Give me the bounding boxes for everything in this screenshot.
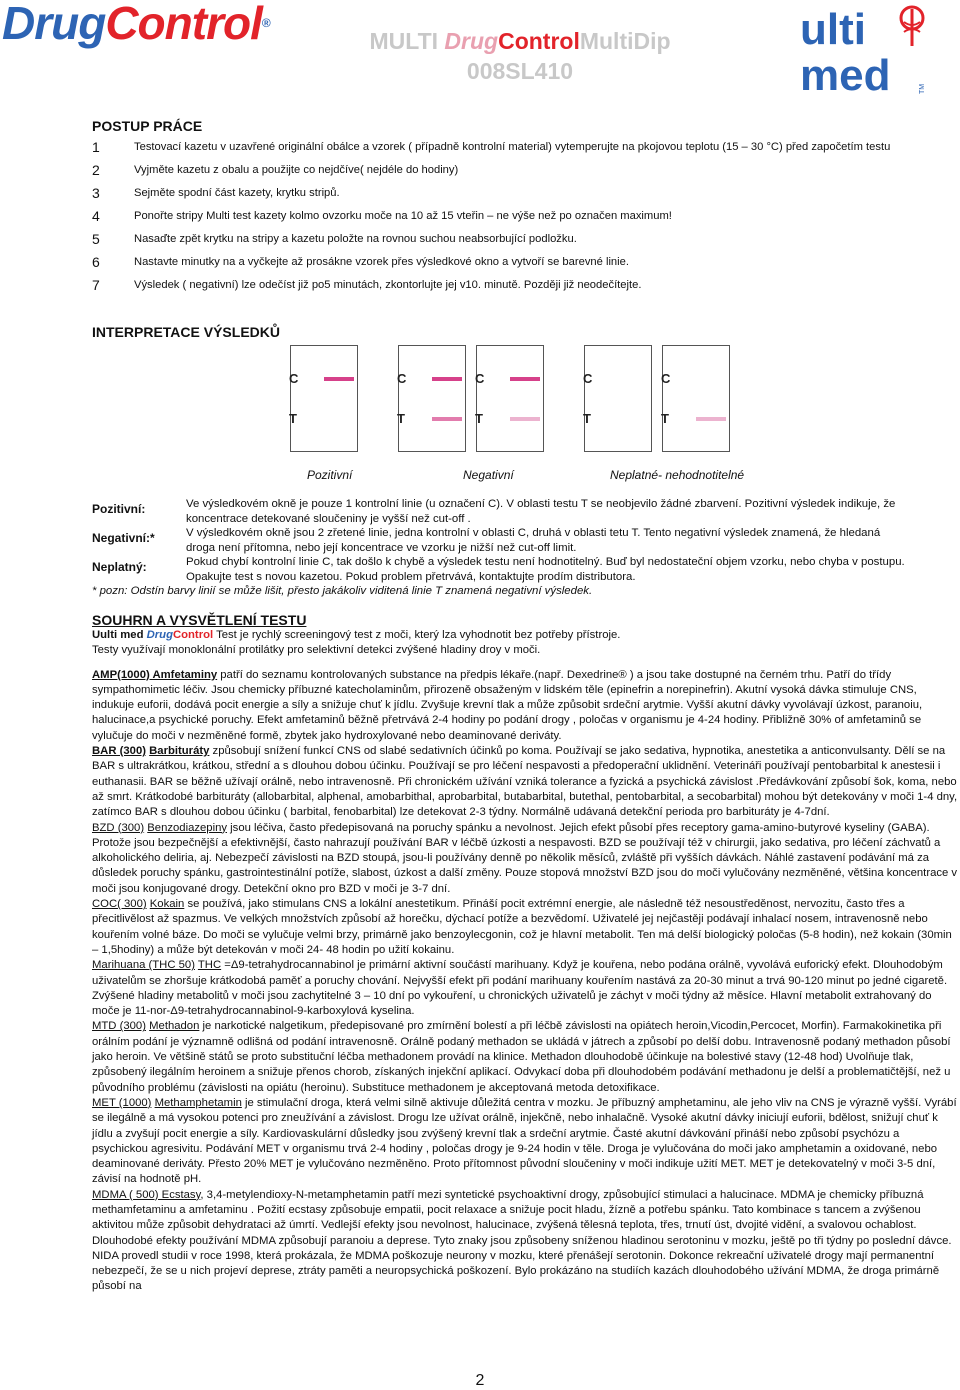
procedure-steps — [92, 140, 912, 301]
logo-text-drug: Drug — [2, 0, 106, 49]
bzd-heading2: Benzodiazepiny — [147, 821, 228, 834]
mtd-text: je narkotické nalgetikum, předepisované pro zmírnění bolestí a při léčbě závislosti na opiátech heroin,Vicodin,Percocet, Morfin). Farmakokinetika při orálním podání je významně odlišná od podání intravenosně. Orálně podaný methadon se ukládá v játrech a způsobí po delší dobu. Intravenosně podaný methadon působí jako heroin. Ve většině států se proto substituční léčba methadonem provádí na klinice. Methadon dlouhodobě účinkuje na bolestivé stavy (12-48 hod) Uvolňuje tlak, způsobený ilegálním heroinem a snižuje přenos chorob, získaných injekční aplikací. Odvykací doba při dlouhodobém podávání methadonu je delší a problematičtější, než u původního problému (závislosti na opiátu (heroinu). Substituce methadonem je akceptovaná metoda detoxifikace. — [92, 1020, 951, 1094]
strip-negative-1 — [398, 345, 466, 452]
procedure-title: POSTUP PRÁCE — [92, 118, 203, 134]
def-text-negative: V výsledkovém okně jsou 2 zřetené linie, jedna kontrolní v oblasti C, druhá v oblasti tetu T. Tento negativní výsledek znamená, že hledaná droga není přítomna, nebo její koncentrace ve vzorku je nižší než cut-off limit. — [186, 527, 881, 554]
step-text: Ponořte stripy Multi test kazety kolmo ovzorku moče na 10 až 15 vteřin – ne výše než po označen maximum! — [134, 210, 672, 222]
mdma-text: , 3,4-metylendioxy-N-metamphetamin patří mezi syntetické psychoaktivní drogy, způsobující stimulaci a halucinace. MDMA je chemicky příbuzná methamfetaminu a amfetaminu . Požití ecstasy způsobuje empatii, pocit relaxace a snižuje pocit hladu, žízně a potřebu spánku. Tato kombinace s tancem a zvýšenou aktivitou může způsobit dehydrataci až úmrtí. Vedlejší efekty jsou nevolnost, halucinace, zvýšená tělesná teplota, třes, trnutí úst, dvojité vidění, a svalovou ochablost. Dlouhodobé efekty používání MDMA způsobují paranoiu a deprese. Tyto znaky jsou způsobeny sníženou hladinou serotoninu v mozku, ještě po tři týdny po poslední dávce. NIDA provedl studii v roce 1998, která prokázala, že MDMA poškozuje neurony v mozku, které přenášejí serotonin. Dokonce rekreační uživatelé drogy mají permanentní nebezpečí, že se u nich projeví deprese, ztráty paměti a neuropsychická poškození. Bylo prokázáno na studiích kazách dlouhodobého užívání MDMA, že droga primárně působí na — [92, 1188, 952, 1293]
test-line-faint — [696, 417, 726, 421]
test-line — [432, 417, 462, 421]
step-7 — [92, 278, 912, 293]
def-text-positive: Ve výsledkovém okně je pouze 1 kontrolní linie (u označení C). V oblasti testu T se neobjevilo žádné zbarvení. Pozitivní výsledek indikuje, že koncentrace detekované sloučeniny je vyšší než cut-off . — [186, 498, 896, 525]
bar-text: způsobují snížení funkcí CNS od slabé sedativních účinků po koma. Používají se jako sedativa, hypnotika, anestetika a anticonvulsanty. Dělí se na BAR s ultrakrátkou, krátkou, střední a s dlouhou dobou účinku. Používají se pro léčení nespavosti a předoperační uklidnění. Veterináři používají pentobarbital k anestesii i euthanasii. BAR se běžně užívají orálně, nebo intravenosně. Při chronickém užívání vzniká tolerance a fyzická a psychická závislost .Předávkování způsobí šok, koma, nebo až smrt. Krátkodobé barbituráty (allobarbital, alphenal, amobarbithal, aprobarbital, butabarbital, butethal, pentobarbital, a secobarbital) mohou být detekovány v moči 1-4 dny, zatímco BAR s dlouhou dobou účinku ( barbital, fenobarbital) lze detekovat 2-3 týdny. Normálně udávaná detekční perioda pro barbituráty je 4-7dní. — [92, 745, 958, 819]
coc-heading: COC( 300) — [92, 898, 147, 911]
summary-intro — [92, 628, 958, 643]
met-heading2: Methamphetamin — [154, 1096, 242, 1109]
strip-label-c: C — [583, 371, 593, 386]
spacer — [92, 659, 958, 668]
strip-label-c: C — [289, 371, 299, 386]
logo-ulti-text: ulti — [800, 5, 866, 54]
def-label-negative: Negativní:* — [92, 531, 155, 545]
caduceus-icon — [901, 7, 923, 46]
drugcontrol-logo — [2, 0, 270, 49]
mtd-paragraph — [92, 1019, 958, 1095]
amp-heading: AMP(1000) Amfetaminy — [92, 668, 218, 681]
summary-intro2: Testy využívají monoklonální protilátky pro selektivní detekci zvýšené hladiny droy v moči. — [92, 644, 541, 657]
bar-paragraph — [92, 744, 958, 820]
step-text: Vyjměte kazetu z obalu a použijte co nejdčíve( nejdéle do hodiny) — [134, 164, 459, 176]
product-title — [350, 26, 690, 86]
step-number: 2 — [92, 162, 100, 178]
summary-title: SOUHRN A VYSVĚTLENÍ TESTU — [92, 612, 307, 628]
thc-heading2: THC — [197, 959, 222, 972]
coc-heading2: Kokain — [149, 898, 185, 911]
mdma-heading: MDMA ( 500) Ecstasy — [92, 1188, 201, 1201]
step-number: 7 — [92, 277, 100, 293]
bar-heading2: Barbituráty — [149, 745, 210, 758]
coc-text: se používá, jako stimulans CNS a lokální anestetikum. Přináší pocit extrémní energie, ale následně též nesoustředěnost, nervozitu, často třes a přecitlivělost až spazmus. Ve velkých množstvích způsobí až horečku, dýchací potíže a bezvědomí. Uživatelé jej nejčastěji podávají inhalací nosem, intravenosně nebo kouřením volné báze. Do moči se vylučuje velmi brzy, primárně jako benzoylecgonin, což je hlavní metabolit. Ten má delší biologický poločas (5-8 hodin), než kokain (30min – 1,5hodiny) a může být detekován v moči 24- 48 hodin po užití kokainu. — [92, 898, 952, 956]
registered-mark: ® — [261, 16, 270, 30]
step-6 — [92, 255, 912, 270]
intro-suffix: Test je rychlý screeningový test z moči, který lza vyhodnotit bez potřeby přístroje. — [213, 629, 621, 641]
coc-paragraph — [92, 897, 958, 958]
interpretation-title: INTERPRETACE VÝSLEDKŮ — [92, 324, 280, 340]
strip-invalid-1 — [584, 345, 652, 452]
strip-positive — [290, 345, 358, 452]
step-text: Výsledek ( negativní) lze odečíst již po5 minutách, zkontorlujte jej v10. minutě. Později již neodečítejte. — [134, 279, 642, 291]
strip-invalid-2 — [662, 345, 730, 452]
step-number: 1 — [92, 139, 100, 155]
thc-heading: Marihuana (THC 50) — [92, 959, 195, 972]
strip-label-t: T — [475, 411, 483, 426]
step-3 — [92, 186, 912, 201]
caption-invalid: Neplatné- nehodnotitelné — [610, 468, 745, 482]
logo-tm: TM — [919, 83, 926, 94]
amp-text: patří do seznamu kontrolovaných substance na předpis lékaře.(např. Dexedrine® ) a jsou take dostupné na černém trhu. Patří do třídy sympathomimetic léčiv. Jsou chemicky příbuzné katecholaminům, přirozeně obsaženým v lidském těle (epinefrin a norepinefrin). Akutní vysoká dávka stimuluje CNS, indukuje euforii, dodává pocit energie a síly a snižuje chuť k jídlu. Zvyšuje krevní tlak a může způsobit srdeční arytmie. Vyšší akutní dávky vyvolávají úzkost, paranoiu, halucinace,a psychické poruchy. Efekt amfetaminů běžně přetrvává 2-4 hodiny po podání drogy , poločas v organismu je 4-24 hodiny. Přibližně 30% of amfetaminů se vylučuje do moči v nezměněné formě, zbytek jako hydroxylované nebo deaminované deriváty. — [92, 668, 923, 742]
mtd-heading2: Methadon — [149, 1020, 200, 1033]
control-line — [324, 377, 354, 381]
bzd-text: jsou léčiva, často předepisovaná na poruchy spánku a nevolnost. Jejich efekt působí přes receptory gama-amino-butyrové kyseliny (GABA). Protože jsou bezpečnější a efektivnější, často nahrazují používání BAR v léčbě úzkosti a nespavosti. BZD se používají též v chirurgii, jako sedativa, pro léčení záchvatů a alkoholického deliria, aj. Nebezpečí závislosti na BZD stoupá, jsou-li používány denně po několik měsíců, zvláště při vyšších dávkách. Náhlé zastavení podávání má za důsledek poruchy spánku, gastrointestinální potíže, slabost, úzkost a další změny. Pouze stopová množství BZD jsou do moči vylučovány nezměněné, většina koncentrace v moči jsou konjugované drogy. Detekční okno pro BZD v moči je 3-7 dní. — [92, 821, 958, 895]
ultimed-logo — [800, 4, 932, 96]
logo-text-control: Control — [105, 0, 262, 49]
step-text: Nasaďte zpět krytku na stripy a kazetu položte na rovnou suchou neabsorbující podložku. — [134, 233, 577, 245]
step-text: Sejměte spodní část kazety, krytku stripů. — [134, 187, 340, 199]
strip-negative-2 — [476, 345, 544, 452]
product-code: 008SL410 — [466, 58, 574, 84]
summary-body — [92, 628, 958, 1295]
step-text: Nastavte minutky na a vyčkejte až prosákne vzorek přes výsledkové okno a vytvoří se barevné linie. — [134, 256, 629, 268]
strip-label-t: T — [583, 411, 591, 426]
step-number: 3 — [92, 185, 100, 201]
page-number: 2 — [475, 1372, 485, 1389]
bzd-paragraph — [92, 821, 958, 897]
step-1 — [92, 140, 912, 155]
def-label-positive: Pozitivní: — [92, 502, 146, 516]
def-text-invalid: Pokud chybí kontrolní linie C, tak došlo k chybě a výsledek testu není hodnotitelný. Buď byl nedostateční objem vzorku, nebo chyba v postupu. Opakujte test s novou kazetou. Pokud problem přetrvává, kontaktujte prodím distributora. — [186, 556, 905, 583]
step-4 — [92, 209, 912, 224]
logo-med-text: med — [800, 51, 891, 96]
strip-label-t: T — [289, 411, 297, 426]
strip-label-t: T — [661, 411, 669, 426]
step-2 — [92, 163, 912, 178]
strip-label-c: C — [475, 371, 485, 386]
strip-label-c: C — [661, 371, 671, 386]
caption-positive: Pozitivní — [307, 468, 353, 482]
thc-text: =Δ9-tetrahydrocannabinol je primární aktivní součástí marihuany. Když je kouřena, nebo podána orálně, vyvolává euforický efekt. Dlouhodobým uživatelům se zhoršuje krátkodobá paměť a poruchy chování. Nejvyšší efekt při podání marihuany kouřením nastává za 20-30 minut a trvá 90-120 minut po jedné cigaretě. Zvýšené hladiny metabolitů v moči jsou zachytitelné 3 – 10 dní po vykouření, u chronických uživatelů je záchyt v moči týdny až měsíce. Hlavní metabolit extrahovaný do moče je 11-nor-Δ9-tetrahydrocannabinol-9-karboxylová kyselina. — [92, 959, 948, 1018]
caption-negative: Negativní — [463, 468, 514, 482]
step-5 — [92, 232, 912, 247]
def-label-invalid: Neplatný: — [92, 560, 147, 574]
met-text: je stimulační droga, která velmi silně aktivuje důležitá centra v mozku. Je příbuzný amphetaminu, ale jeho vliv na CNS je výrazně vyšší. Vyrábí se ilegálně a má vysokou potenci pro zneužívání a závislost. Drogu lze užívat orálně, injekčně, nebo inhalačně. Vysoké akutní dávky iniciují euforii, bdělost, snižují chuť k jídlu a zvyšují pocit energie a síly. Kardiovaskulární důsledky jsou zvýšený krevní tlak a srdeční arytmie. Časté akutní dávkování přináší nebo způsobí psychózu a psychickou agresivitu. Podávání MET v organismu trvá 2-4 hodiny , poločas drogy je 9-24 hodin v těle. Droga je vylučována do moči jako amphetamin a oxidované, nebo deaminované deriváty. Přesto 20% MET je vylučováno nezměněno. Proto přítomnost původní sloučeniny v moči indikuje užití MET. MET je detekovatelný v moči 3-5 dní, závisí na hodnotě pH. — [92, 1096, 957, 1186]
interpretation-note: * pozn: Odstín barvy linií se může lišit, přesto jakákoliv viditená linie T znamená negativní výsledek. — [92, 585, 593, 597]
control-line — [432, 377, 462, 381]
met-paragraph — [92, 1096, 958, 1188]
intro-control: Control — [172, 629, 214, 641]
title-suffix: MultiDip — [579, 28, 671, 54]
mtd-heading: MTD (300) — [92, 1020, 146, 1033]
intro-drug: Drug — [146, 629, 173, 641]
title-prefix: MULTI — [369, 28, 445, 54]
bar-heading: BAR (300) — [92, 745, 146, 758]
test-line-faint — [510, 417, 540, 421]
met-heading: MET (1000) — [92, 1096, 152, 1109]
step-number: 6 — [92, 254, 100, 270]
control-line — [510, 377, 540, 381]
bzd-heading: BZD (300) — [92, 821, 145, 834]
step-number: 5 — [92, 231, 100, 247]
title-control: Control — [498, 28, 580, 54]
intro-prefix: Uulti med — [92, 629, 147, 641]
step-text: Testovací kazetu v uzavřené originální obálce a vzorek ( případně kontrolní material) vytemperujte na pkojovou teplotu (15 – 30 °C) před započetím testu — [134, 141, 891, 153]
step-number: 4 — [92, 208, 100, 224]
amp-paragraph — [92, 668, 958, 744]
thc-paragraph — [92, 958, 958, 1019]
mdma-paragraph — [92, 1188, 958, 1295]
strip-label-t: T — [397, 411, 405, 426]
strip-label-c: C — [397, 371, 407, 386]
title-drug: Drug — [444, 28, 499, 54]
